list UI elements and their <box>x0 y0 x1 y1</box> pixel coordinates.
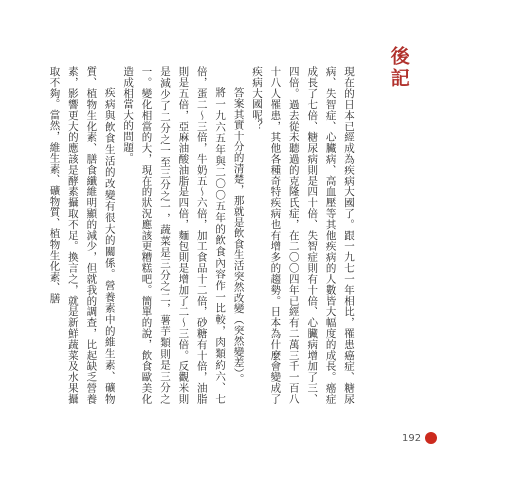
paragraph-1: 現在的日本已經成為疾病大國了。跟一九七一年相比，罹患癌症、糖尿病、失智症、心臟病、高血壓等其他疾病的人數皆大幅度的成長。癌症成長了七倍、糖尿病則是四十倍、失智症則有十倍、心臟病增加了三、四倍。過去從未聽過的克隆氏症，在二〇〇四年已經有二萬三千一百八十八人罹患，其他各種奇特疾病也有增多的趨勢。日本為什麼會變成了疾病大國呢？ <box>250 66 355 404</box>
paragraph-4: 疾病與飲食生活的改變有很大的關係。營養素中的維生素、礦物質、植物生化素、膳食纖維明顯的減少，但就我的調查，比起缺乏營養素，影響更大的應該是酵素攝取不足。換言之，就是新鮮蔬菜及水果攝取不夠。當然，維生素、礦物質、植物生化素、膳 <box>48 66 116 404</box>
body-text <box>48 66 358 404</box>
page-number: 192 <box>402 432 422 444</box>
chapter-title: 後記 <box>387 46 410 90</box>
page-dot-icon <box>425 432 437 444</box>
paragraph-2: 答案其實十分的清楚，那就是飲食生活突然改變（突然變差）。 <box>232 87 245 385</box>
paragraph-3: 將一九六五年與二〇〇五年的飲食內容作一比較，肉類約六、七倍，蛋二～三倍，牛奶五～六倍，加工食品十二倍，砂糖有十倍，油脂則是五倍，亞麻油酸油脂是四倍，麵包則是增加了二～三倍。反觀米則是減少了二分之一至三分之一，蔬菜是三分之二，薯芋類則是三分之一。變化相當的大，現在的狀況應該更糟糕吧。簡單的說，飲食歐美化造成相當大的問題。 <box>122 66 227 404</box>
page-footer <box>402 432 437 444</box>
